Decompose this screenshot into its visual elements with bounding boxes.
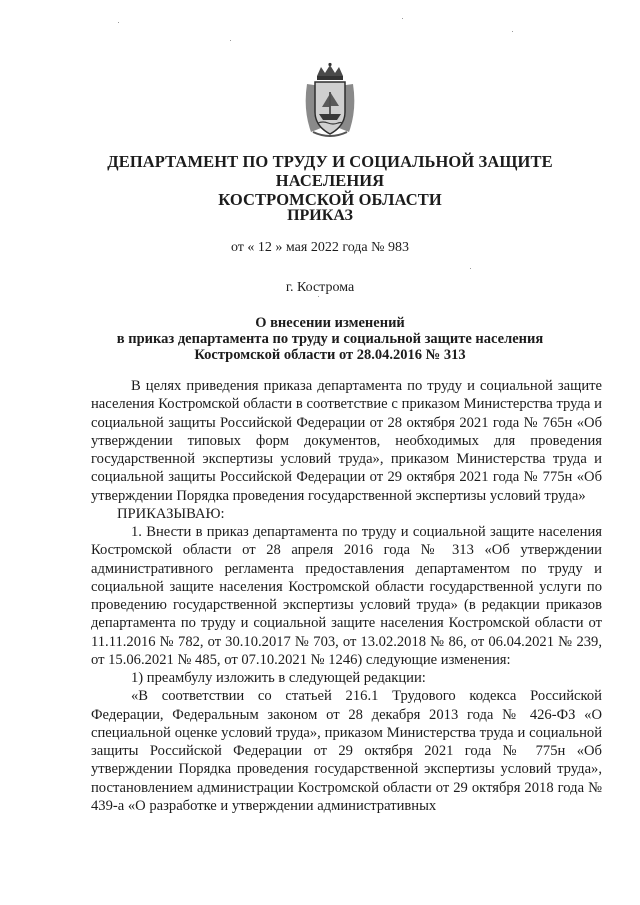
department-name-line1: ДЕПАРТАМЕНТ ПО ТРУДУ И СОЦИАЛЬНОЙ ЗАЩИТЕ НАСЕЛЕНИЯ bbox=[107, 152, 553, 190]
scan-artifact bbox=[230, 40, 231, 41]
issue-city: г. Кострома bbox=[285, 280, 355, 295]
order-subject bbox=[80, 315, 580, 363]
subject-line1: О внесении изменений bbox=[255, 315, 405, 331]
scan-artifact bbox=[318, 296, 319, 297]
subitem-1-paragraph: 1) преамбулу изложить в следующей редакции: bbox=[131, 670, 426, 686]
scan-artifact bbox=[402, 18, 403, 19]
document-type-title: ПРИКАЗ bbox=[287, 207, 353, 224]
subject-line2: в приказ департамента по труду и социальной защите населения bbox=[116, 331, 544, 347]
order-word-paragraph: ПРИКАЗЫВАЮ: bbox=[117, 505, 225, 522]
document-body bbox=[91, 377, 602, 815]
department-name-line2: КОСТРОМСКОЙ ОБЛАСТИ bbox=[218, 190, 442, 209]
subject-line3: Костромской области от 28.04.2016 № 313 bbox=[194, 347, 466, 363]
preamble-paragraph: В целях приведения приказа департамента по труду и социальной защите населения Костромской области в соответствие с приказом Министерства труда и социальной защиты Российской Федерации от 28 октября 2021 года № 765н «Об утверждении типовых форм документов, необходимых для проведения государственной экспертизы условий труда», приказом Министерства труда и социальной защиты Российской Федерации от 29 октября 2021 года № 775н «Об утверждении Порядка проведения государственной экспертизы условий труда» bbox=[91, 378, 602, 504]
order-date-number: от « 12 » мая 2022 года № 983 bbox=[230, 240, 410, 255]
scan-artifact bbox=[470, 268, 471, 269]
item-1-paragraph: 1. Внести в приказ департамента по труду и социальной защите населения Костромской области от 28 апреля 2016 года № 313 «Об утверждении административного регламента предоставления департаментом по труду и социальной защите населения Костромской области государственной услуги по проведению государственной экспертизы условий труда» (в редакции приказов департамента по труду и социальной защите населения Костромской области от 11.11.2016 № 782, от 30.10.2017 № 703, от 13.02.2018 № 86, от 06.04.2021 № 239, от 15.06.2021 № 485, от 07.10.2021 № 1246) следующие изменения: bbox=[91, 524, 602, 668]
scan-artifact bbox=[118, 22, 119, 23]
quoted-preamble-paragraph: «В соответствии со статьей 216.1 Трудового кодекса Российской Федерации, Федеральным законом от 28 декабря 2013 года № 426-ФЗ «О специальной оценке условий труда», приказом Министерства труда и социальной защиты Российской Федерации от 29 октября 2021 года № 775н «Об утверждении Порядка проведения государственной экспертизы условий труда», постановлением администрации Костромской области от 29 октября 2018 года № 439-а «О разработке и утверждении административных bbox=[91, 688, 602, 814]
scan-artifact bbox=[512, 31, 513, 32]
department-name bbox=[60, 152, 600, 209]
kostroma-coat-of-arms-icon bbox=[301, 62, 359, 138]
